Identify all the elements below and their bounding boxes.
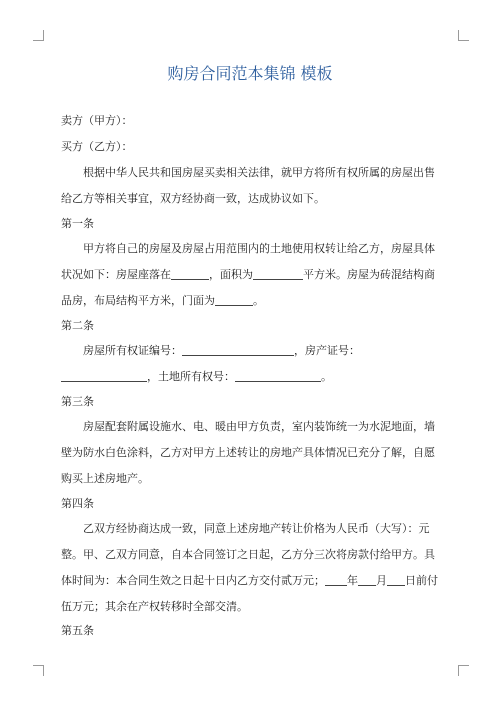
article-2-text-c: ，土地所有权号： xyxy=(147,370,235,383)
page-title: 购房合同范本集锦 模板 xyxy=(167,64,333,83)
article-2-text-b: ，房产证号： xyxy=(294,344,360,357)
article-2-text-d: 。 xyxy=(321,370,332,383)
preamble-paragraph: 根据中华人民共和国房屋买卖相关法律，就甲方将所有权所属的房屋出售给乙方等相关事宜，双方经协商一致，达成协议如下。 xyxy=(61,166,435,205)
article-5-heading: 第五条 xyxy=(61,624,94,637)
article-2-paragraph xyxy=(61,338,439,390)
article-4-paragraph xyxy=(61,516,439,620)
location-blank[interactable] xyxy=(171,267,209,280)
seller-line: 卖方（甲方）： xyxy=(61,114,133,127)
article-1-heading: 第一条 xyxy=(61,217,94,230)
ownership-cert-blank[interactable] xyxy=(182,343,294,356)
area-blank[interactable] xyxy=(253,267,303,280)
article-1-text-b: ，面积为 xyxy=(209,268,253,281)
corner-mark-top-left xyxy=(33,30,44,41)
month-blank[interactable] xyxy=(358,573,376,586)
article-1-paragraph xyxy=(61,236,439,314)
article-4-heading: 第四条 xyxy=(61,497,94,510)
article-4-text-c: 月 xyxy=(376,574,387,587)
article-3-paragraph: 房屋配套附属设施水、电、暖由甲方负责，室内装饰统一为水泥地面，墙壁为防水白色涂料，乙方对甲方上述转让的房地产具体情况已充分了解，自愿购买上述房地产。 xyxy=(61,420,435,485)
day-blank[interactable] xyxy=(387,573,405,586)
article-4-text-b: 年 xyxy=(347,574,358,587)
article-2-text-a: 房屋所有权证编号： xyxy=(83,344,182,357)
article-4-text-a: 乙双方经协商达成一致，同意上述房地产转让价格为人民币（大写）：元整。甲、乙双方同意，自本合同签订之日起，乙方分三次将房款付给甲方。具体时间为：本合同生效之日起十日内乙方交付贰万元； xyxy=(61,522,435,587)
year-blank[interactable] xyxy=(325,573,347,586)
article-4-text-d: 日前付伍万元；其余在产权转移时全部交清。 xyxy=(61,574,438,613)
corner-mark-bottom-left xyxy=(33,665,44,676)
storefront-blank[interactable] xyxy=(215,293,253,306)
article-2-heading: 第二条 xyxy=(61,319,94,332)
buyer-line: 买方（乙方）： xyxy=(61,140,133,153)
land-ownership-blank[interactable] xyxy=(235,369,321,382)
article-3-heading: 第三条 xyxy=(61,395,94,408)
property-cert-blank[interactable] xyxy=(61,369,147,382)
corner-mark-bottom-right xyxy=(458,665,469,676)
corner-mark-top-right xyxy=(458,30,469,41)
article-1-text-c: 平方米。房屋为砖混结构商品房，布局结构平方米，门面为 xyxy=(61,268,435,307)
article-1-text-a: 甲方将自己的房屋及房屋占用范围内的土地使用权转让给乙方，房屋具体状况如下：房屋座落在 xyxy=(61,242,435,281)
article-1-text-d: 。 xyxy=(253,294,264,307)
